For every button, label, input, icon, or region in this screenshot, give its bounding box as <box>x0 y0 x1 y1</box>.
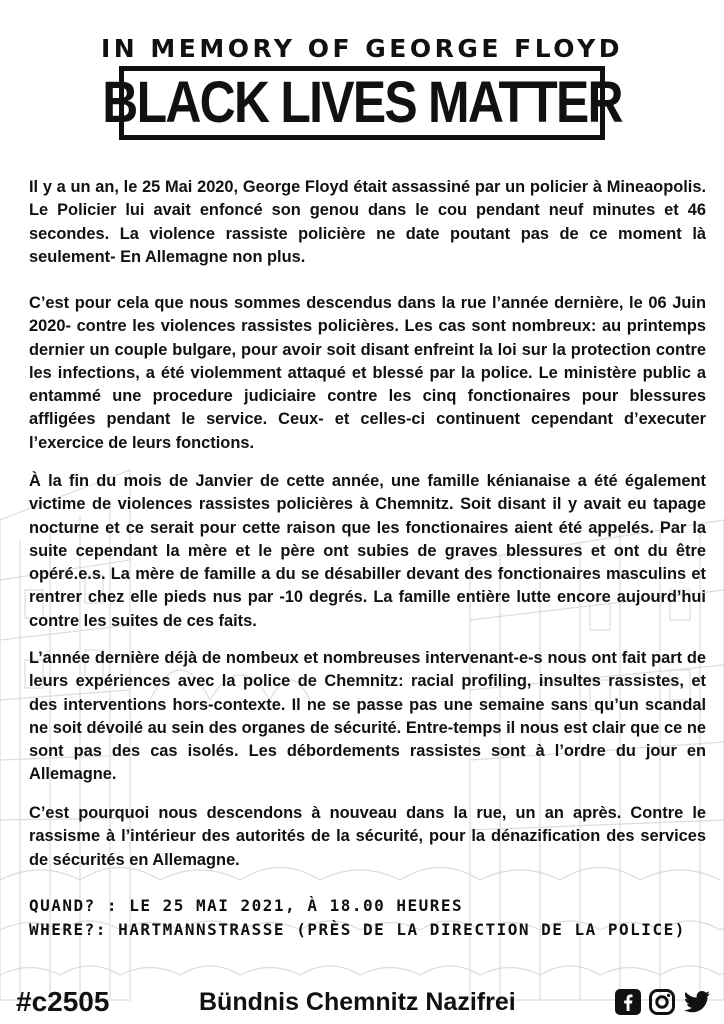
paragraph-3: À la fin du mois de Janvier de cette année, une famille kénianaise a été également victime de violences rassistes policières à Chemnitz. Soit disant il y avait eu tapage nocturne et ce serait pour cette raison que les fonctionaires aient été appelés. Par la suite cependant la mère et le père ont subies de graves blessures et ont du être opéré.e.s. La mère de famille a du se désabiller devant des fonctionaires masculins et rentrer chez elle pieds nus par -10 degrés. La famille entière lutte encore aujourd’hui contre les suites de ces faits. <box>29 472 706 630</box>
event-details <box>29 894 709 942</box>
facebook-icon[interactable] <box>615 989 641 1015</box>
slogan-box <box>102 66 622 140</box>
hashtag: #c2505 <box>16 986 110 1017</box>
social-icons <box>615 989 711 1015</box>
organization-name: Bündnis Chemnitz Nazifrei <box>199 988 516 1016</box>
footer <box>0 986 724 1020</box>
twitter-icon[interactable] <box>683 989 711 1015</box>
paragraph-4: L’année dernière déjà de nombeux et nombreuses intervenant-e-s nous ont fait part de leurs expériences avec la police de Chemnitz: racial profiling, insultes rassistes, et des interventions hors-contexte. Il ne se passe pas une semaine sans qu’un scandal ne soit dévoilé au sein des organes de sécurité. Entre-temps il nous est clair que ce ne sont pas des cas isolés. Les débordements rassistes sont à l’ordre du jour en Allemagne. <box>29 649 706 784</box>
paragraph-5: C’est pourquoi nous descendons à nouveau dans la rue, un an après. Contre le rassisme à l’intérieur des autorités de la sécurité, pour la dénazification des services de sécurités en Allemagne. <box>29 804 706 869</box>
paragraph-2: C’est pour cela que nous sommes descendus dans la rue l’année dernière, le 06 Juin 2020- contre les violences rassistes policières. Les cas sont nombreux: au printemps dernier un couple bulgare, pour avoir soit disant enfreint la loi sur la protection contre les infections, a été violemment attaqué et blessé par la police. Le ministère public a entammé une procedure judiciaire contre les cinq fonctionaires pour blessures affligées pendant le service. Ceux- et celles-ci continuent cependant d’executer l’exercice de leurs fonctions. <box>29 294 706 452</box>
memory-heading: IN MEMORY OF GEORGE FLOYD <box>101 34 623 63</box>
paragraph-1: Il y a un an, le 25 Mai 2020, George Floyd était assassiné par un policier à Mineaopolis. Le Policier lui avait enfoncé son genou dans le cou pendant neuf minutes et 46 secondes. La violence rassiste policière ne date poutant pas de ce moment là seulement- En Allemagne non plus. <box>29 178 706 266</box>
slogan-text: BLACK LIVES MATTER <box>102 70 622 135</box>
event-where: WHERE?: HARTMANNSTRASSE (PRÈS DE LA DIRECTION DE LA POLICE) <box>29 920 686 939</box>
event-when: QUAND? : LE 25 MAI 2021, À 18.00 HEURES <box>29 896 464 915</box>
instagram-icon[interactable] <box>649 989 675 1015</box>
